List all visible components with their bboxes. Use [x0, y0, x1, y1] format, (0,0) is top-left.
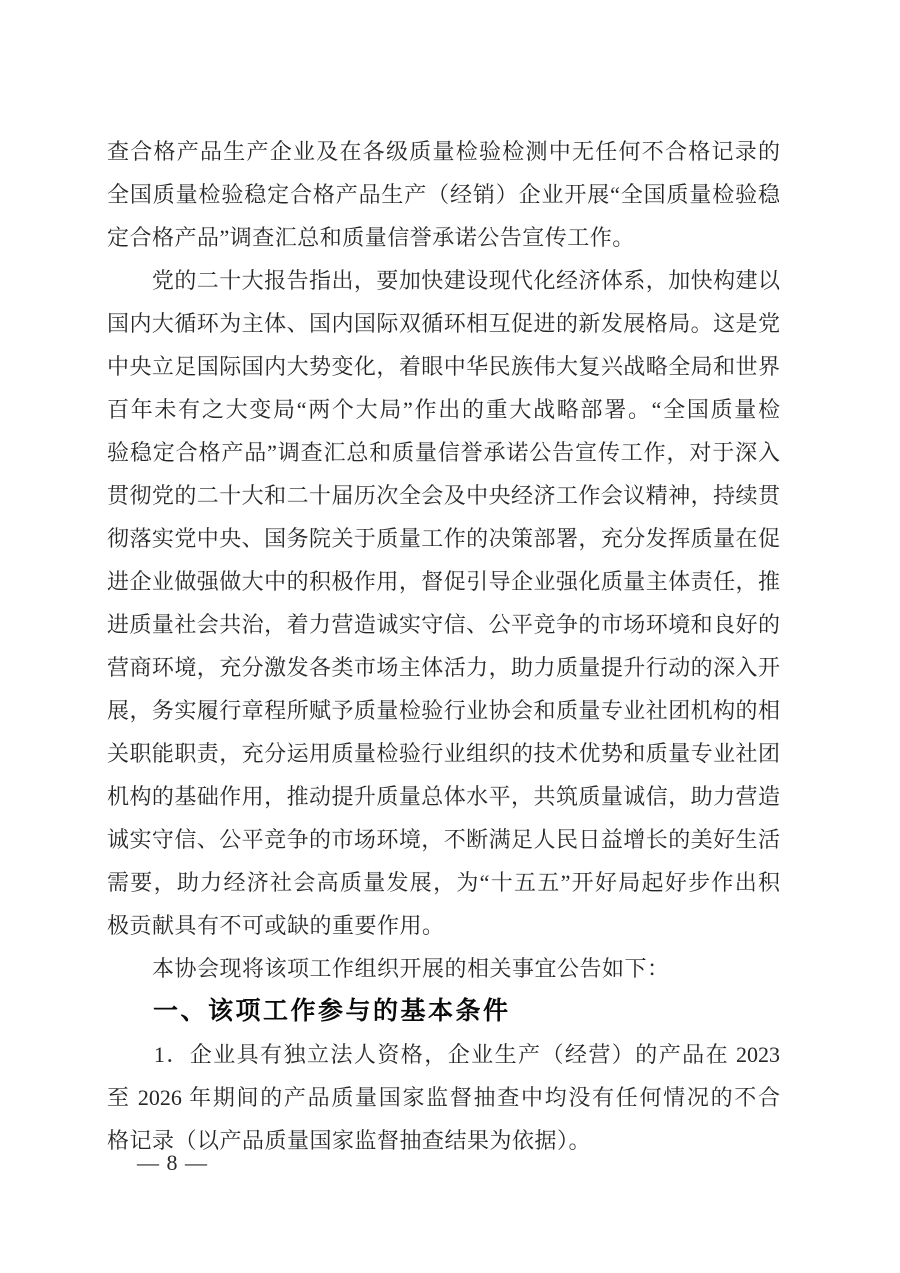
text-line: 百年未有之大变局“两个大局”作出的重大战略部署。“全国质量检: [107, 397, 780, 422]
text-line: 进企业做强做大中的积极作用，督促引导企业强化质量主体责任，推: [107, 569, 780, 594]
text-line: 全国质量检验稳定合格产品生产（经销）企业开展“全国质量检验稳: [107, 182, 780, 207]
text-line: 贯彻党的二十大和二十届历次全会及中央经济工作会议精神，持续贯: [107, 483, 780, 508]
text-line: 展，务实履行章程所赋予质量检验行业协会和质量专业社团机构的相: [107, 698, 780, 723]
text-line: 国内大循环为主体、国内国际双循环相互促进的新发展格局。这是党: [107, 311, 780, 336]
text-line: 验稳定合格产品”调查汇总和质量信誉承诺公告宣传工作，对于深入: [107, 440, 780, 465]
page-number: — 8 —: [137, 1150, 208, 1175]
text-line: 彻落实党中央、国务院关于质量工作的决策部署，充分发挥质量在促: [107, 526, 780, 551]
text-line: 极贡献具有不可或缺的重要作用。: [107, 913, 445, 938]
paragraph: [107, 1033, 780, 1162]
section-heading: [107, 990, 780, 1033]
text-line: 诚实守信、公平竞争的市场环境，不断满足人民日益增长的美好生活: [107, 827, 780, 852]
document-body: [107, 130, 780, 1162]
text-line: 查合格产品生产企业及在各级质量检验检测中无任何不合格记录的: [107, 139, 780, 164]
text-line: 一、该项工作参与的基本条件: [153, 997, 511, 1025]
text-line: 营商环境，充分激发各类市场主体活力，助力质量提升行动的深入开: [107, 655, 780, 680]
paragraph: [107, 130, 780, 259]
text-line: 机构的基础作用，推动提升质量总体水平，共筑质量诚信，助力营造: [107, 784, 780, 809]
paragraph: [107, 947, 780, 990]
text-line: 定合格产品”调查汇总和质量信誉承诺公告宣传工作。: [107, 225, 635, 250]
text-line: 本协会现将该项工作组织开展的相关事宜公告如下：: [107, 956, 670, 981]
text-line: 需要，助力经济社会高质量发展，为“十五五”开好局起好步作出积: [107, 870, 780, 895]
text-line: 中央立足国际国内大势变化，着眼中华民族伟大复兴战略全局和世界: [107, 354, 780, 379]
text-line: 1．企业具有独立法人资格，企业生产（经营）的产品在 2023: [107, 1042, 780, 1067]
paragraph: [107, 259, 780, 947]
text-line: 至 2026 年期间的产品质量国家监督抽查中均没有任何情况的不合: [107, 1085, 780, 1110]
text-line: 关职能职责，充分运用质量检验行业组织的技术优势和质量专业社团: [107, 741, 780, 766]
text-line: 党的二十大报告指出，要加快建设现代化经济体系，加快构建以: [107, 268, 780, 293]
text-line: 进质量社会共治，着力营造诚实守信、公平竞争的市场环境和良好的: [107, 612, 780, 637]
text-line: 格记录（以产品质量国家监督抽查结果为依据）。: [107, 1128, 592, 1153]
